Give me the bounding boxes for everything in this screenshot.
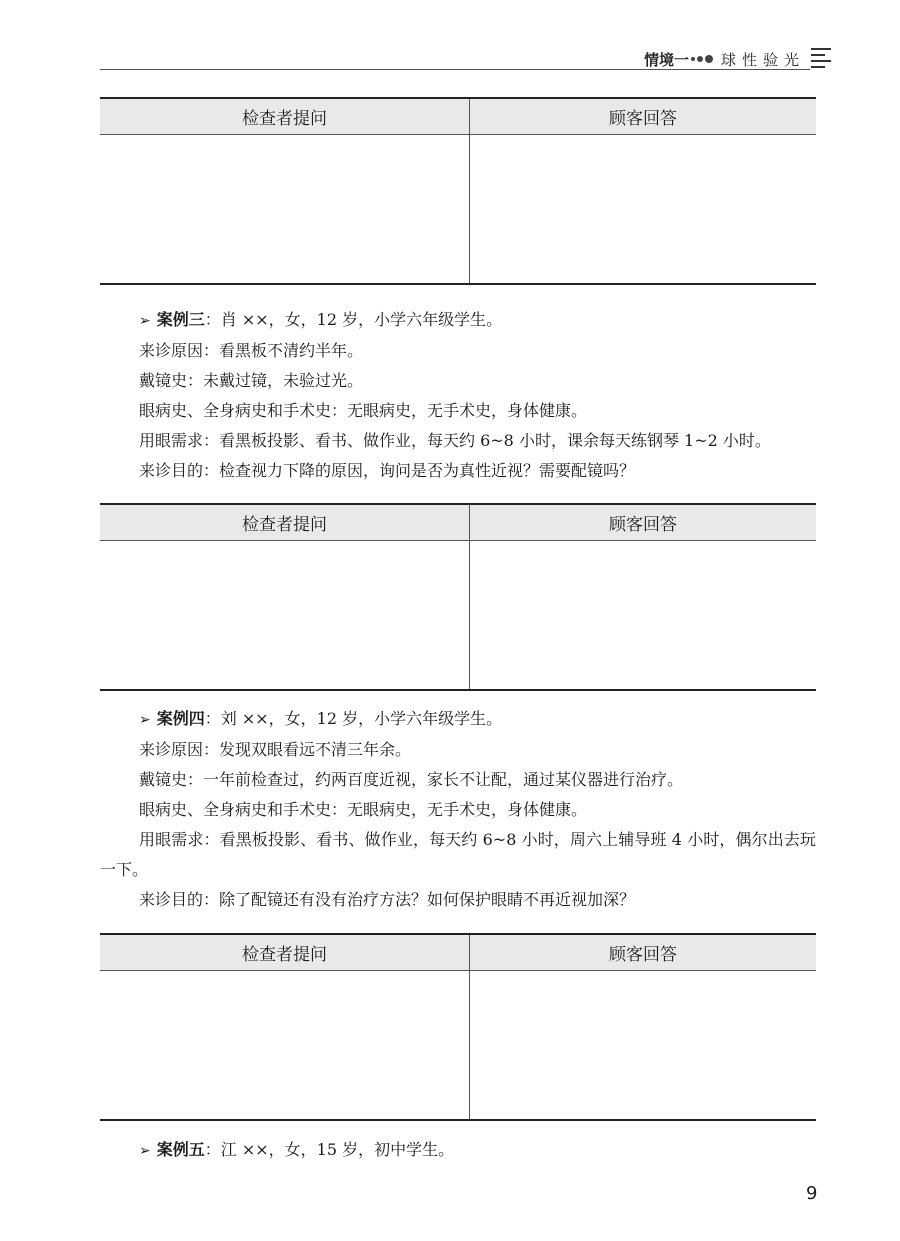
page-number: 9 xyxy=(806,1183,818,1204)
case-label: 案例五 xyxy=(156,1140,205,1159)
visit-reason: 来诊原因：发现双眼看远不清三年余。 xyxy=(139,740,412,759)
case-three xyxy=(100,305,816,486)
column-header-questions: 检查者提问 xyxy=(100,504,470,541)
arrow-bullet-icon: ➢ xyxy=(139,1143,151,1159)
questions-cell[interactable] xyxy=(100,541,470,691)
header-chapter: 情境一 xyxy=(643,51,689,69)
eye-use-needs: 用眼需求：看黑板投影、看书、做作业，每天约 6~8 小时，周六上辅导班 4 小时，偶尔出去玩一下。 xyxy=(100,830,816,879)
running-header xyxy=(100,44,835,74)
answers-cell[interactable] xyxy=(470,135,817,285)
case-title-line xyxy=(100,704,816,735)
header-dots-ornament xyxy=(691,55,715,63)
visit-purpose: 来诊目的：除了配镜还有没有治疗方法？如何保护眼睛不再近视加深？ xyxy=(139,890,636,909)
column-header-questions: 检查者提问 xyxy=(100,98,470,135)
visit-purpose: 来诊目的：检查视力下降的原因，询问是否为真性近视？需要配镜吗？ xyxy=(139,461,636,480)
case-label: 案例四 xyxy=(156,709,205,728)
eye-use-needs: 用眼需求：看黑板投影、看书、做作业，每天约 6~8 小时，课余每天练钢琴 1~2 小时。 xyxy=(139,431,771,450)
header-rule xyxy=(100,69,810,70)
medical-history: 眼病史、全身病史和手术史：无眼病史，无手术史，身体健康。 xyxy=(139,800,588,819)
case-title-line xyxy=(100,305,816,336)
column-header-answers: 顾客回答 xyxy=(470,98,817,135)
arrow-bullet-icon: ➢ xyxy=(139,712,151,728)
column-header-questions: 检查者提问 xyxy=(100,934,470,971)
answers-cell[interactable] xyxy=(470,971,817,1121)
qa-table-3 xyxy=(100,933,816,1121)
qa-table-1 xyxy=(100,97,816,285)
arrow-bullet-icon: ➢ xyxy=(139,313,151,329)
visit-reason: 来诊原因：看黑板不清约半年。 xyxy=(139,341,364,360)
answers-cell[interactable] xyxy=(470,541,817,691)
case-intro: ：刘 ××，女，12 岁，小学六年级学生。 xyxy=(204,709,503,728)
case-label: 案例三 xyxy=(156,310,205,329)
case-five xyxy=(100,1135,816,1166)
questions-cell[interactable] xyxy=(100,135,470,285)
glasses-history: 戴镜史：一年前检查过，约两百度近视，家长不让配，通过某仪器进行治疗。 xyxy=(139,770,684,789)
column-header-answers: 顾客回答 xyxy=(470,504,817,541)
qa-table-2 xyxy=(100,503,816,691)
glasses-history: 戴镜史：未戴过镜，未验过光。 xyxy=(139,371,364,390)
medical-history: 眼病史、全身病史和手术史：无眼病史，无手术史，身体健康。 xyxy=(139,401,588,420)
questions-cell[interactable] xyxy=(100,971,470,1121)
case-four xyxy=(100,704,816,915)
case-intro: ：肖 ××，女，12 岁，小学六年级学生。 xyxy=(204,310,503,329)
case-title-line xyxy=(100,1135,816,1166)
column-header-answers: 顾客回答 xyxy=(470,934,817,971)
header-bars-ornament xyxy=(811,46,833,70)
case-intro: ：江 ××，女，15 岁，初中学生。 xyxy=(204,1140,455,1159)
header-title: 球性验光 xyxy=(720,51,805,69)
